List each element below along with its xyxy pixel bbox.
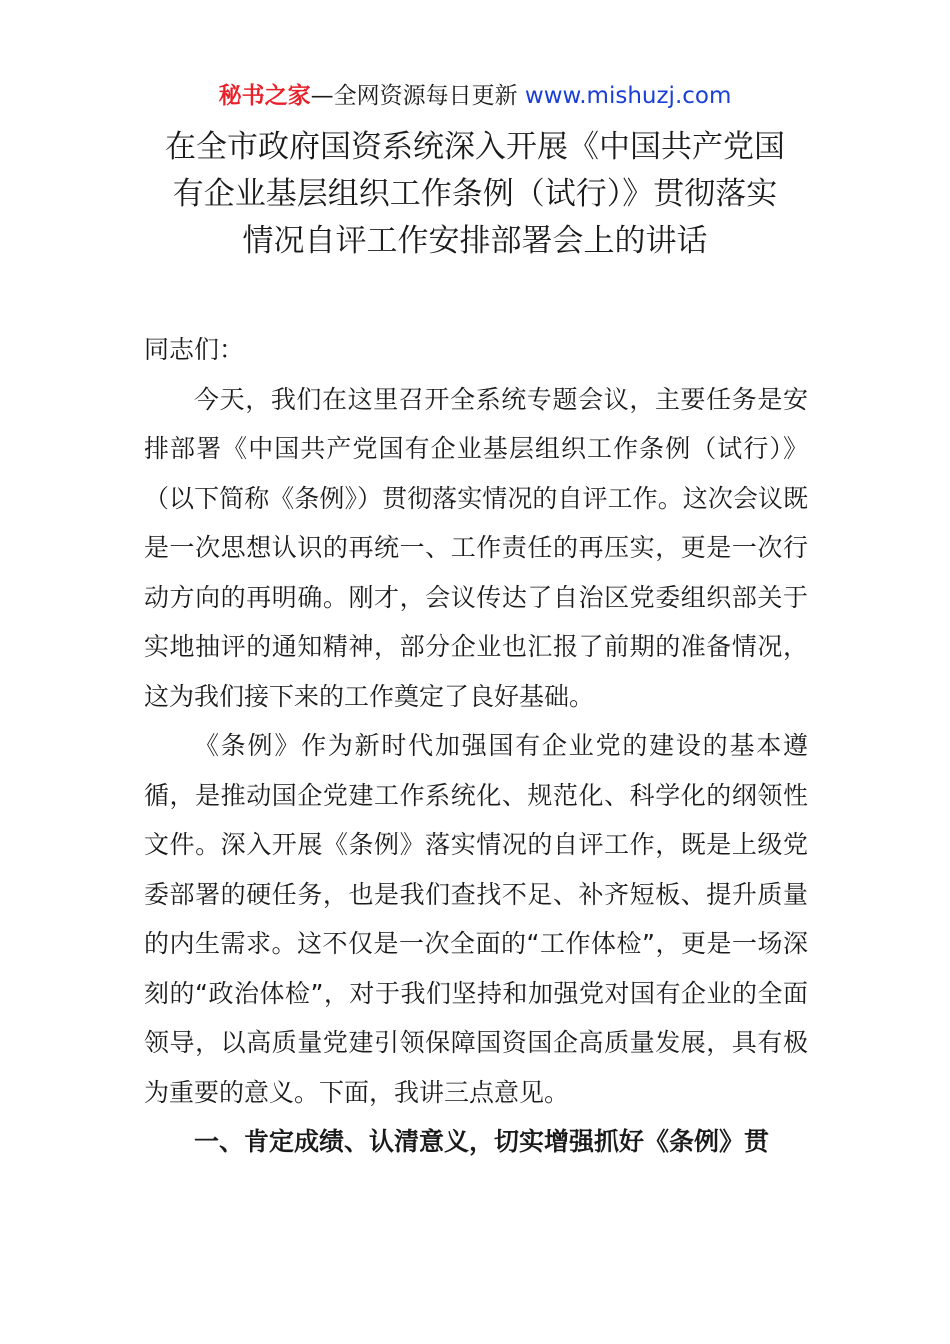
site-header <box>0 80 950 112</box>
document-title <box>140 124 810 265</box>
title-line: 在全市政府国资系统深入开展《中国共产党国 <box>165 129 785 165</box>
document-body <box>144 325 808 1167</box>
body-paragraph: 《条例》作为新时代加强国有企业党的建设的基本遵循，是推动国企党建工作系统化、规范化、科学化的纲领性文件。深入开展《条例》落实情况的自评工作，既是上级党委部署的硬任务，也是我们查找不足、补齐短板、提升质量的内生需求。这不仅是一次全面的“工作体检”，更是一场深刻的“政治体检”，对于我们坚持和加强党对国有企业的全面领导，以高质量党建引领保障国资国企高质量发展，具有极为重要的意义。下面，我讲三点意见。 <box>144 731 808 1107</box>
title-line: 有企业基层组织工作条例（试行）》贯彻落实 <box>172 176 778 212</box>
site-name: 秘书之家 <box>218 83 311 109</box>
site-tagline: —全网资源每日更新 <box>310 83 518 109</box>
salutation: 同志们： <box>144 335 245 364</box>
site-url-link[interactable]: www.mishuzj.com <box>524 83 732 109</box>
section-heading: 一、肯定成绩、认清意义，切实增强抓好《条例》贯 <box>194 1127 770 1156</box>
body-paragraph: 今天，我们在这里召开全系统专题会议，主要任务是安排部署《中国共产党国有企业基层组织工作条例（试行）》（以下简称《条例》）贯彻落实情况的自评工作。这次会议既是一次思想认识的再统一、工作责任的再压实，更是一次行动方向的再明确。刚才，会议传达了自治区党委组织部关于实地抽评的通知精神，部分企业也汇报了前期的准备情况，这为我们接下来的工作奠定了良好基础。 <box>144 384 808 711</box>
title-line: 情况自评工作安排部署会上的讲话 <box>242 223 708 259</box>
